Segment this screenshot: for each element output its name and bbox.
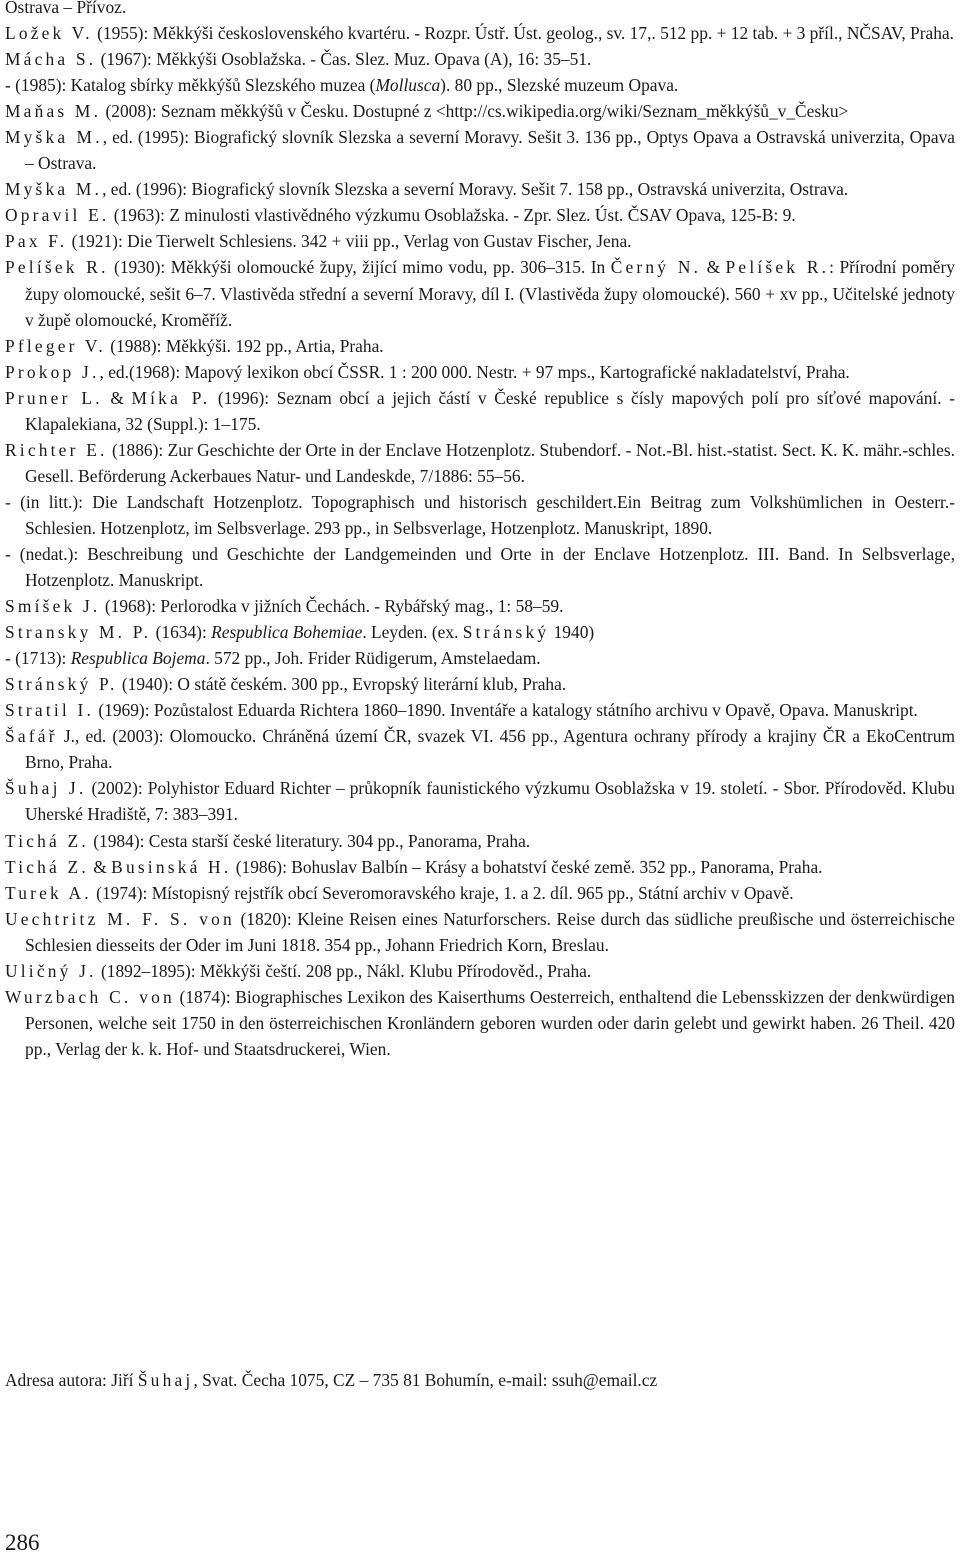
reference-text: J., ed. (2003): Olomoucko. Chráněná území ČR, svazek VI. 456 pp., Agentura ochrany přírody a krajiny ČR a EkoCentrum Brno, Praha. [25, 726, 955, 773]
page-number: 286 [5, 1530, 40, 1555]
reference-author: Míka P. [131, 387, 211, 408]
reference-entry [5, 202, 955, 228]
reference-text: (2002): Polyhistor Eduard Richter – průkopník faunistického výzkumu Osoblažska v 19. století. - Sbor. Přírodověd. Klubu Uherské Hradiště, 7: 383–391. [25, 778, 955, 825]
reference-entry [5, 958, 955, 984]
reference-author: Stratil I. [5, 700, 94, 721]
reference-text: - (1713): [5, 648, 71, 669]
reference-author: Prokop J. [5, 361, 100, 382]
reference-entry [5, 176, 955, 202]
reference-text: , ed.(1968): Mapový lexikon obcí ČSSR. 1 : 200 000. Nestr. + 97 mps., Kartografické nakladatelství, Praha. [99, 361, 850, 382]
reference-text: (1930): Měkkýši olomoucké župy, žijící mimo vodu, pp. 306–315. In [108, 257, 611, 278]
reference-entry [5, 775, 955, 827]
reference-author: Smíšek J. [5, 596, 101, 617]
reference-entry [5, 671, 955, 697]
reference-entry [5, 72, 955, 98]
reference-entry [5, 593, 955, 619]
reference-text: (1974): Místopisný rejstřík obcí Severomoravského kraje, 1. a 2. díl. 965 pp., Státní archiv v Opavě. [91, 882, 794, 903]
reference-author: Myška M. [5, 127, 103, 148]
reference-text: 1940) [549, 622, 595, 643]
reference-text: (1886): Zur Geschichte der Orte in der Enclave Hotzenplotz. Stubendorf. - Not.-Bl. hist.-statist. Sect. K. K. mähr.-schles. Gesell. Beförderung Ackerbaues Natur- und Landeskde, 7/1886: 55–56. [25, 439, 955, 486]
reference-author: Uechtritz M. F. S. von [5, 908, 235, 929]
reference-author: Pax F. [5, 231, 68, 252]
reference-text: (1874): Biographisches Lexikon des Kaiserthums Oesterreich, enthaltend die Lebensskizzen der denkwürdigen Personen, welche seit 1750 in den österreichischen Kronländern geboren wurden oder darin gelebt und gewirkt haben. 26 Theil. 420 pp., Verlag der k. k. Hof- und Staatsdruckerei, Wien. [25, 986, 956, 1059]
reference-text: (1892–1895): Měkkýši čeští. 208 pp., Nákl. Klubu Přírodověd., Praha. [96, 960, 592, 981]
reference-text: : Přírodní poměry župy olomoucké, sešit 6–7. Vlastivěda střední a severní Moravy, díl I. (Vlastivěda župy olomoucké). 560 + xv pp., Učitelské jednoty v župě olomoucké, Kroměříž. [25, 257, 956, 330]
reference-author: Myška M. [5, 179, 103, 200]
reference-author: Wurzbach C. von [5, 986, 175, 1007]
reference-entry [5, 254, 955, 332]
reference-text: - (in litt.): Die Landschaft Hotzenplotz. Topographisch und historisch geschildert.Ein Beitrag zum Volkshümlichen in Oesterr.-Schlesien. Hotzenplotz, im Selbsverlage. 293 pp., in Selbsverlage, Hotzenplotz. Manuskript, 1890. [5, 491, 955, 538]
reference-list [5, 0, 955, 1062]
reference-text: . Leyden. (ex. [362, 622, 463, 643]
reference-text: & [102, 387, 132, 408]
reference-author: Maňas M. [5, 101, 102, 122]
address-prefix: Adresa autora: Jiří [5, 1370, 138, 1390]
reference-entry [5, 854, 955, 880]
reference-entry [5, 541, 955, 593]
reference-text: (1996): Seznam obcí a jejich částí v České republice s čísly mapových polí pro síťové mapování. - Klapalekiana, 32 (Suppl.): 1–175. [25, 387, 955, 434]
reference-text: , ed. (1995): Biografický slovník Slezska a severní Moravy. Sešit 3. 136 pp., Optys Opava a Ostravská univerzita, Opava – Ostrava. [25, 127, 955, 174]
reference-author: Černý N. [610, 257, 702, 278]
reference-entry [5, 697, 955, 723]
reference-author: Ložek V. [5, 23, 93, 44]
reference-text: (1969): Pozůstalost Eduarda Richtera 1860–1890. Inventáře a katalogy státního archivu v Opavě, Opava. Manuskript. [94, 700, 918, 721]
reference-text: . 572 pp., Joh. Frider Rüdigerum, Amstelaedam. [205, 648, 541, 669]
reference-entry [5, 228, 955, 254]
reference-entry [5, 385, 955, 437]
reference-entry [5, 359, 955, 385]
address-details: , Svat. Čecha 1075, CZ – 735 81 Bohumín, e-mail: ssuh@email.cz [193, 1370, 658, 1390]
reference-entry [5, 98, 955, 124]
reference-author: Turek A. [5, 882, 92, 903]
reference-text: ). 80 pp., Slezské muzeum Opava. [440, 75, 679, 96]
reference-entry [5, 723, 955, 775]
reference-text: (1921): Die Tierwelt Schlesiens. 342 + viii pp., Verlag von Gustav Fischer, Jena. [67, 231, 632, 252]
reference-text: (2008): Seznam měkkýšů v Česku. Dostupné z <http://cs.wikipedia.org/wiki/Seznam_měkkýšů_v_Česku> [101, 101, 849, 122]
reference-entry [5, 437, 955, 489]
reference-author: Šuhaj J. [5, 778, 87, 799]
reference-entry [5, 906, 955, 958]
reference-entry [5, 828, 955, 854]
reference-author: Stránský [462, 622, 550, 643]
reference-entry [5, 46, 955, 72]
reference-text: (1986): Bohuslav Balbín – Krásy a bohatství české země. 352 pp., Panorama, Praha. [231, 856, 823, 877]
reference-author: Šafář [5, 726, 58, 747]
reference-text: (1984): Cesta starší české literatury. 304 pp., Panorama, Praha. [88, 830, 531, 851]
reference-author: Pelíšek R. [5, 257, 109, 278]
reference-author: Businská H. [111, 856, 232, 877]
reference-text: Ostrava – Přívoz. [5, 0, 127, 17]
reference-author: Uličný J. [5, 960, 97, 981]
reference-text: & [701, 257, 726, 278]
reference-title-italic: Respublica Bojema [70, 648, 206, 669]
reference-entry [5, 984, 955, 1062]
reference-text: - (1985): Katalog sbírky měkkýšů Slezského muzea ( [5, 75, 376, 96]
reference-entry [5, 0, 955, 20]
reference-text: & [88, 856, 112, 877]
reference-author: Richter E. [5, 439, 108, 460]
reference-text: (1988): Měkkýši. 192 pp., Artia, Praha. [105, 335, 384, 356]
author-address [5, 1367, 955, 1393]
reference-entry [5, 619, 955, 645]
reference-entry [5, 880, 955, 906]
reference-text: (1955): Měkkýši československého kvartéru. - Rozpr. Ústř. Úst. geolog., sv. 17,. 512 pp. + 12 tab. + 3 příl., NČSAV, Praha. [92, 23, 954, 44]
reference-text: - (nedat.): Beschreibung und Geschichte der Landgemeinden und Orte in der Enclave Hotzenplotz. III. Band. In Selbsverlage, Hotzenplotz. Manuskript. [5, 543, 955, 591]
reference-author: Pelíšek R. [725, 257, 830, 278]
reference-title-italic: Mollusca [375, 75, 441, 96]
reference-entry [5, 645, 955, 671]
reference-text: (1940): O státě českém. 300 pp., Evropský literární klub, Praha. [117, 674, 567, 695]
address-author-name: Šuhaj [137, 1370, 194, 1390]
reference-author: Tichá Z. [5, 856, 89, 877]
reference-text: (1963): Z minulosti vlastivědného výzkumu Osoblažska. - Zpr. Slez. Úst. ČSAV Opava, 125-B: 9. [109, 205, 796, 226]
reference-author: Pruner L. [5, 387, 103, 408]
reference-entry [5, 333, 955, 359]
reference-entry [5, 489, 955, 541]
reference-text: , ed. (1996): Biografický slovník Slezska a severní Moravy. Sešit 7. 158 pp., Ostravská univerzita, Ostrava. [102, 179, 849, 200]
reference-text: (1967): Měkkýši Osoblažska. - Čas. Slez. Muz. Opava (A), 16: 35–51. [96, 49, 592, 70]
reference-author: Pfleger V. [5, 335, 106, 356]
reference-text: (1634): [151, 622, 212, 643]
reference-entry [5, 124, 955, 176]
reference-author: Tichá Z. [5, 830, 89, 851]
reference-author: Opravil E. [5, 205, 110, 226]
reference-title-italic: Respublica Bohemiae [211, 622, 363, 643]
reference-author: Stránský P. [5, 674, 118, 695]
reference-author: Stransky M. P. [5, 622, 152, 643]
reference-text: (1820): Kleine Reisen eines Naturforschers. Reise durch das südliche preußische und österreichische Schlesien diesseits der Oder im Juni 1818. 354 pp., Johann Friedrich Korn, Breslau. [25, 908, 956, 955]
reference-text: (1968): Perlorodka v jižních Čechách. - Rybářský mag., 1: 58–59. [100, 596, 564, 617]
reference-entry [5, 20, 955, 46]
reference-author: Mácha S. [5, 49, 97, 70]
